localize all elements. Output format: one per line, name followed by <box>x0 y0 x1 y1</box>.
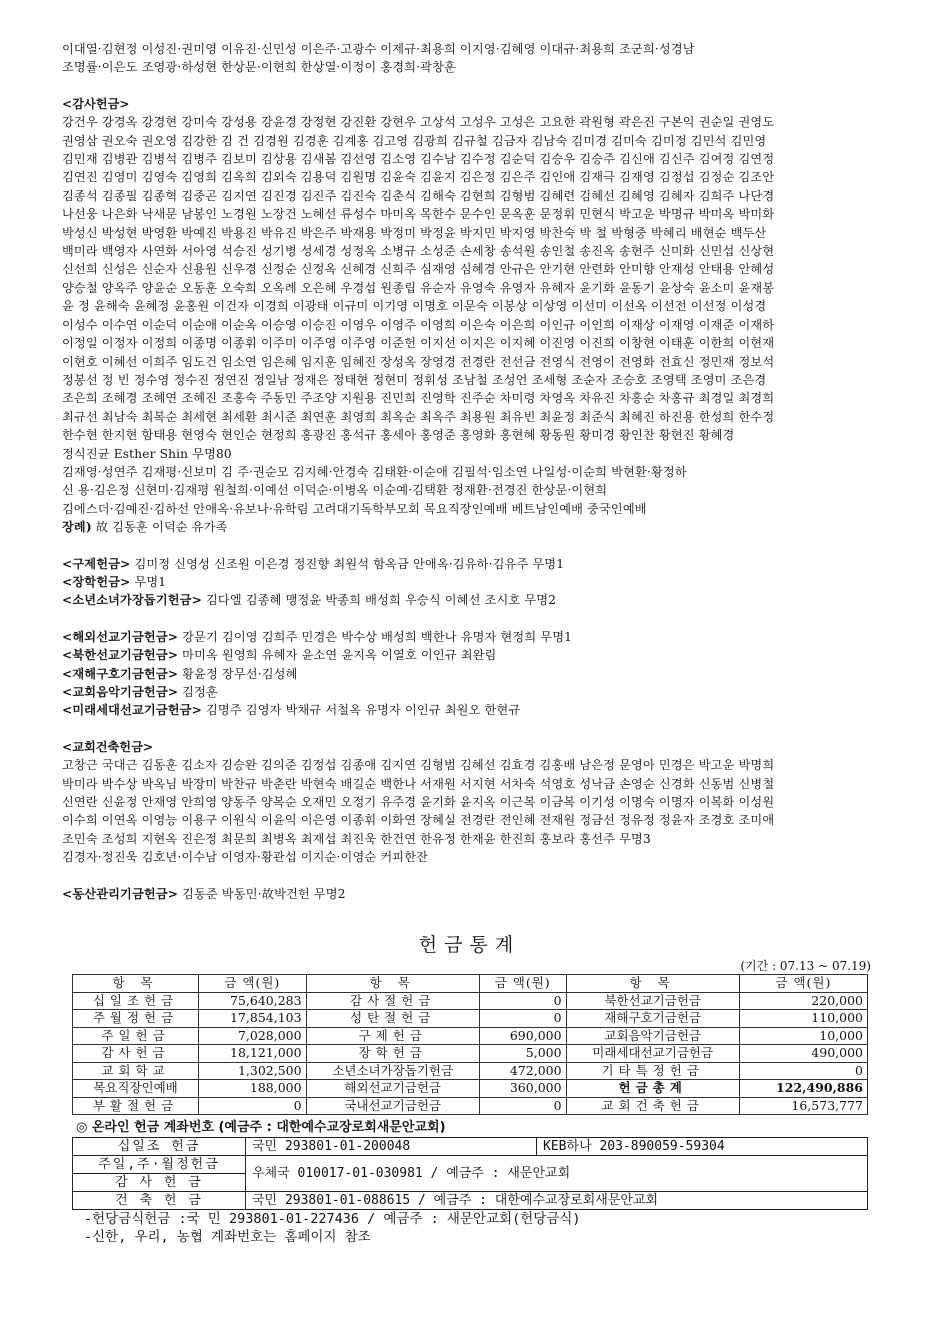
stats-amount: 220,000 <box>739 992 867 1010</box>
assets-offering: <동산관리기금헌금> 김동준 박동민·故박건헌 무명2 <box>62 886 346 901</box>
stats-amount: 10,000 <box>739 1027 867 1045</box>
stats-item: 주월정헌금 <box>73 1010 199 1028</box>
offering-label: <소년소녀가장돕기헌금> <box>62 593 202 608</box>
stats-item: 교회건축헌금 <box>566 1097 739 1115</box>
stats-amount: 0 <box>479 1097 566 1115</box>
name-line: 조명률·이은도 조영광·하성현 한상문·이현희 한상열·이정이 홍경희·곽창훈 <box>62 60 456 75</box>
stats-amount: 0 <box>739 1062 867 1080</box>
account-key: 십일조 헌금 <box>73 1138 246 1156</box>
stats-header-cell: 금 액(원) <box>199 975 307 993</box>
stats-item: 기타특정헌금 <box>566 1062 739 1080</box>
intro-names <box>62 40 877 77</box>
offering-names: 강문기 김이영 김희주 민경은 박수상 배성희 백한나 유명자 현정희 무명1 <box>182 629 573 644</box>
stats-amount: 188,000 <box>199 1080 307 1098</box>
name-line: 이수희 이연옥 이영능 이용구 이원식 이윤익 이은영 이종휘 이화연 장혜실 전경란 전인혜 전재원 정금선 정유정 정윤자 조경호 조미애 <box>62 813 775 828</box>
offering-label: <북한선교기금헌금> <box>62 648 179 663</box>
stats-header-cell: 항 목 <box>566 975 739 993</box>
stats-item: 십일조헌금 <box>73 992 199 1010</box>
name-line: 최규선 최남숙 최복순 최세현 최세환 최시준 최연훈 최영희 최옥순 최옥주 최용원 최유빈 최윤정 최준식 최혜진 하진용 한성희 한수정 <box>62 409 775 424</box>
account-key: 건 축 헌 금 <box>73 1192 246 1210</box>
account-note: -신한, 우리, 농협 계좌번호는 홈페이지 참조 <box>84 1229 371 1245</box>
name-line: 윤 정 윤해숙 윤혜정 윤홍원 이건자 이경희 이광태 이규미 이기영 이명호 이문숙 이봉상 이상영 이선미 이선옥 이선전 이선정 이성경 <box>62 299 767 314</box>
offering-label: <재해구호기금헌금> <box>62 666 179 681</box>
name-line: 한수현 한지현 함태용 현영숙 현인순 현정희 홍광진 홍석규 홍세아 홍영준 홍영화 홍현혜 황동원 황미경 황인찬 황현진 황혜경 <box>62 428 735 443</box>
offerings-group-b <box>62 628 877 720</box>
offering-line <box>62 573 877 591</box>
stats-amount: 360,000 <box>479 1080 566 1098</box>
name-line: 고창근 국대근 김동훈 김소자 김승완 김의준 김정섭 김종애 김지연 김형범 김혜선 김효경 김홍배 남은정 문영아 민경은 박고운 박명희 <box>62 758 775 773</box>
stats-row <box>73 1097 868 1115</box>
name-line: 김에스더·김예진·김하선 안애옥·유보나·유학림 고려대기독학부모회 목요직장인예배 베트남인예배 중국인예배 <box>62 501 647 516</box>
offering-line <box>62 665 877 683</box>
building-section-title: <교회건축헌금> <box>62 739 154 754</box>
thanks-names <box>62 113 877 518</box>
stats-header-cell: 금 액(원) <box>479 975 566 993</box>
offering-names: 김다엘 김종혜 맹정윤 박종희 배성희 우승식 이혜선 조시호 무명2 <box>206 593 557 608</box>
stats-item: 구제헌금 <box>306 1027 479 1045</box>
account-value: 우체국 010017-01-030981 / 예금주 : 새문안교회 <box>246 1156 868 1192</box>
stats-item: 교회학교 <box>73 1062 199 1080</box>
stats-item: 미래세대선교기금헌금 <box>566 1045 739 1063</box>
stats-item: 북한선교기금헌금 <box>566 992 739 1010</box>
name-line: 김민재 김병관 김병석 김병주 김보미 김상용 김새봄 김선영 김소영 김수남 김수정 김순덕 김승우 김승주 김신애 김신주 김여정 김연정 <box>62 152 775 167</box>
stats-block <box>62 914 877 1246</box>
stats-title: 헌금통계 <box>418 934 521 956</box>
account-value: 국민 293801-01-088615 / 예금주 : 대한예수교장로회새문안교회 <box>246 1192 868 1210</box>
offering-label: <장학헌금> <box>62 574 131 589</box>
offering-list-page <box>62 40 877 903</box>
stats-amount: 0 <box>199 1097 307 1115</box>
account-key: 주일,주·월정헌금 <box>73 1156 246 1174</box>
stats-row <box>73 1045 868 1063</box>
stats-item: 목요직장인예배 <box>73 1080 199 1098</box>
name-line: 강건우 강경옥 강경현 강미숙 강성용 강윤경 강정현 강진환 강현우 고상석 고성우 고성은 고요한 곽원형 곽은진 구본익 권순일 권영도 <box>62 115 775 130</box>
offering-names: 황윤정 장무선·김성혜 <box>182 666 298 681</box>
stats-amount: 690,000 <box>479 1027 566 1045</box>
stats-header-row <box>73 975 868 993</box>
stats-amount: 1,302,500 <box>199 1062 307 1080</box>
offering-line <box>62 701 877 719</box>
stats-amount: 7,028,000 <box>199 1027 307 1045</box>
offerings-group-a <box>62 555 877 610</box>
account-row <box>73 1138 868 1156</box>
memorial-line: 장례) 故 김동훈 이덕순 유가족 <box>62 520 228 535</box>
name-line: 김재영·성연주 김재평·신보미 김 주·권순모 김지혜·안경숙 김태환·이순애 김필석·임소연 나일성·이순희 박현환·황정하 <box>62 464 687 479</box>
stats-row <box>73 1080 868 1098</box>
stats-item: 재해구호기금헌금 <box>566 1010 739 1028</box>
stats-amount: 18,121,000 <box>199 1045 307 1063</box>
account-note: -헌당금식헌금 :국 민 293801-01-227436 / 예금주 : 새문안교회(헌당금식) <box>84 1211 581 1227</box>
stats-amount: 5,000 <box>479 1045 566 1063</box>
stats-amount: 0 <box>479 992 566 1010</box>
offering-names: 김정훈 <box>182 685 218 699</box>
name-line: 박성신 박성현 박영환 박예진 박용진 박유진 박은주 박재용 박정미 박정윤 박지민 박지영 박찬숙 박 철 박형중 박혜리 배현순 백두산 <box>62 225 767 240</box>
account-value: 국민 293801-01-200048 <box>246 1138 537 1156</box>
stats-amount: 75,640,283 <box>199 992 307 1010</box>
offering-names: 마미옥 원영희 유혜자 윤소연 윤지옥 이열호 이인규 최완림 <box>182 648 497 663</box>
stats-item: 감사절헌금 <box>306 992 479 1010</box>
stats-item: 감사헌금 <box>73 1045 199 1063</box>
stats-amount: 472,000 <box>479 1062 566 1080</box>
offering-label: <구제헌금> <box>62 556 131 571</box>
name-line: 양승철 양옥주 양윤순 오동훈 오숙희 오옥례 오은혜 우경섭 원종립 유순자 유영숙 유영자 유혜자 윤기화 윤동기 윤상숙 윤소미 윤재봉 <box>62 280 775 295</box>
name-line: 김연진 김영미 김영숙 김영희 김옥희 김외숙 김용덕 김원명 김윤숙 김윤지 김은정 김은주 김인애 김재극 김재영 김정섭 김정순 김조안 <box>62 170 775 185</box>
stats-row <box>73 1010 868 1028</box>
stats-item: 국내선교기금헌금 <box>306 1097 479 1115</box>
offering-label: <해외선교기금헌금> <box>62 629 179 644</box>
stats-header-cell: 항 목 <box>306 975 479 993</box>
stats-amount: 16,573,777 <box>739 1097 867 1115</box>
name-line: 김경자·정진욱 김호년·이수남 이영자·황관섭 이지순·이영순 커피한잔 <box>62 850 429 865</box>
offering-line <box>62 628 877 646</box>
account-key: 감 사 헌 금 <box>73 1174 246 1192</box>
account-row <box>73 1156 868 1174</box>
offering-label: <교회음악기금헌금> <box>62 685 179 699</box>
offering-line <box>62 591 877 609</box>
building-names <box>62 756 877 866</box>
stats-item: 소년소녀가장돕기헌금 <box>306 1062 479 1080</box>
stats-item: 장학헌금 <box>306 1045 479 1063</box>
stats-row <box>73 1027 868 1045</box>
name-line: 김종석 김종필 김종혁 김중곤 김지연 김진경 김진주 김진숙 김춘식 김해숙 김현희 김형범 김혜련 김혜선 김혜영 김혜자 김희주 나단경 <box>62 188 775 203</box>
stats-item: 교회음악기금헌금 <box>566 1027 739 1045</box>
stats-amount: 122,490,886 <box>739 1080 867 1098</box>
account-value: KEB하나 203-890059-59304 <box>537 1138 868 1156</box>
stats-row <box>73 1062 868 1080</box>
name-line: 조은희 조혜경 조혜연 조혜진 조홍숙 주동민 주조양 지원용 진민희 진영학 진주순 차미령 차영옥 차유진 차홍순 차홍규 최경일 최경희 <box>62 391 775 406</box>
stats-item: 성탄절헌금 <box>306 1010 479 1028</box>
stats-amount: 0 <box>479 1010 566 1028</box>
stats-header-cell: 항 목 <box>73 975 199 993</box>
name-line: 나선웅 나은화 낙새문 남봉인 노경원 노장건 노혜선 류성수 마미옥 목한수 문수인 문옥훈 문정휘 민현식 박고운 박명규 박미옥 박미화 <box>62 207 775 222</box>
name-line: 백미라 백영자 사연화 서아영 석승진 성기병 성세경 성정옥 소병규 소성준 손세창 송석원 송인철 송진옥 송현주 신미화 신민섭 신상현 <box>62 244 775 259</box>
name-line: 권영삼 권오숙 권오영 김강한 김 건 김경원 김경훈 김계홍 김고영 김광희 김규철 김금자 김남숙 김미경 김미숙 김미정 김민석 김민영 <box>62 133 767 148</box>
account-row <box>73 1192 868 1210</box>
account-table <box>72 1137 868 1210</box>
name-line: 정식진균 Esther Shin 무명80 <box>62 446 232 461</box>
offering-label: <미래세대선교기금헌금> <box>62 703 202 718</box>
stats-item: 헌금총계 <box>566 1080 739 1098</box>
stats-table <box>72 974 868 1115</box>
thanks-section-title: <감사헌금> <box>62 96 130 111</box>
name-line: 이정일 이정자 이정희 이종명 이종휘 이주미 이주영 이주영 이준헌 이지선 이지은 이지혜 이진영 이진희 이창현 이태훈 이한희 이현재 <box>62 336 775 351</box>
online-account-title: ◎ 온라인 헌금 계좌번호 (예금주 : 대한예수교장로회새문안교회) <box>76 1120 446 1135</box>
stats-amount: 17,854,103 <box>199 1010 307 1028</box>
offering-line <box>62 555 877 573</box>
stats-item: 주일헌금 <box>73 1027 199 1045</box>
stats-period: (기간 : 07.13 ~ 07.19) <box>740 959 871 973</box>
offering-names: 무명1 <box>134 574 167 589</box>
stats-amount: 490,000 <box>739 1045 867 1063</box>
name-line: 정봉선 정 빈 정수영 정수진 정연진 정일남 정재은 정태현 정현미 정휘성 조남철 조성언 조세형 조순자 조승호 조영택 조영미 조은경 <box>62 372 767 387</box>
name-line: 이현호 이혜선 이희주 임도건 임소연 임은혜 임지훈 임혜진 장성옥 장영경 전경란 전선금 전영식 전영이 전영화 전효신 정민재 정보석 <box>62 354 775 369</box>
offering-names: 김명주 김영자 박채규 서철옥 유명자 이인규 최원오 한현규 <box>206 703 521 718</box>
name-line: 신연란 신윤정 안재영 안희영 양동주 양복순 오재민 오정기 유주경 윤기화 윤지옥 이근복 이금복 이기성 이명숙 이명자 이복화 이성원 <box>62 795 775 810</box>
name-line: 조민숙 조성희 지현옥 진은정 최문희 최병옥 최재섭 최진욱 한건연 한유정 한재윤 한진희 홍보라 홍선주 무명3 <box>62 831 651 846</box>
name-line: 신선희 신성은 신순자 신용원 신우경 신정순 신정옥 신혜경 신희주 심재영 심혜경 안규은 안기현 안련화 안미향 안재성 안태용 안혜성 <box>62 262 775 277</box>
stats-amount: 110,000 <box>739 1010 867 1028</box>
stats-header-cell: 금 액(원) <box>739 975 867 993</box>
name-line: 신 용·김은정 신현미·김재평 원철희·이예선 이덕순·이병옥 이순예·김택환 정재환·전경진 한상문·이현희 <box>62 483 608 498</box>
stats-item: 부활절헌금 <box>73 1097 199 1115</box>
stats-row <box>73 992 868 1010</box>
name-line: 이대열·김현정 이성진·권미영 이유진·신민성 이은주·고광수 이제규·최용희 이지영·김혜영 이대규·최용희 조군희·성경남 <box>62 42 695 56</box>
name-line: 이성수 이수연 이순덕 이순애 이순옥 이승영 이승진 이영우 이영주 이영희 이은숙 이은희 이인규 이인희 이재상 이재영 이재준 이재하 <box>62 317 775 332</box>
offering-line <box>62 683 877 701</box>
name-line: 박미라 박수상 박옥님 박장미 박찬규 박춘란 박현숙 배길순 백한나 서재원 서지현 서차숙 석영호 성낙금 손영순 신경화 신동범 신병철 <box>62 776 775 791</box>
offering-line <box>62 646 877 664</box>
stats-item: 해외선교기금헌금 <box>306 1080 479 1098</box>
offering-names: 김미정 신영성 신조원 이은경 정진향 최원석 함옥금 안애옥·김유하·김유주 무명1 <box>134 556 565 571</box>
